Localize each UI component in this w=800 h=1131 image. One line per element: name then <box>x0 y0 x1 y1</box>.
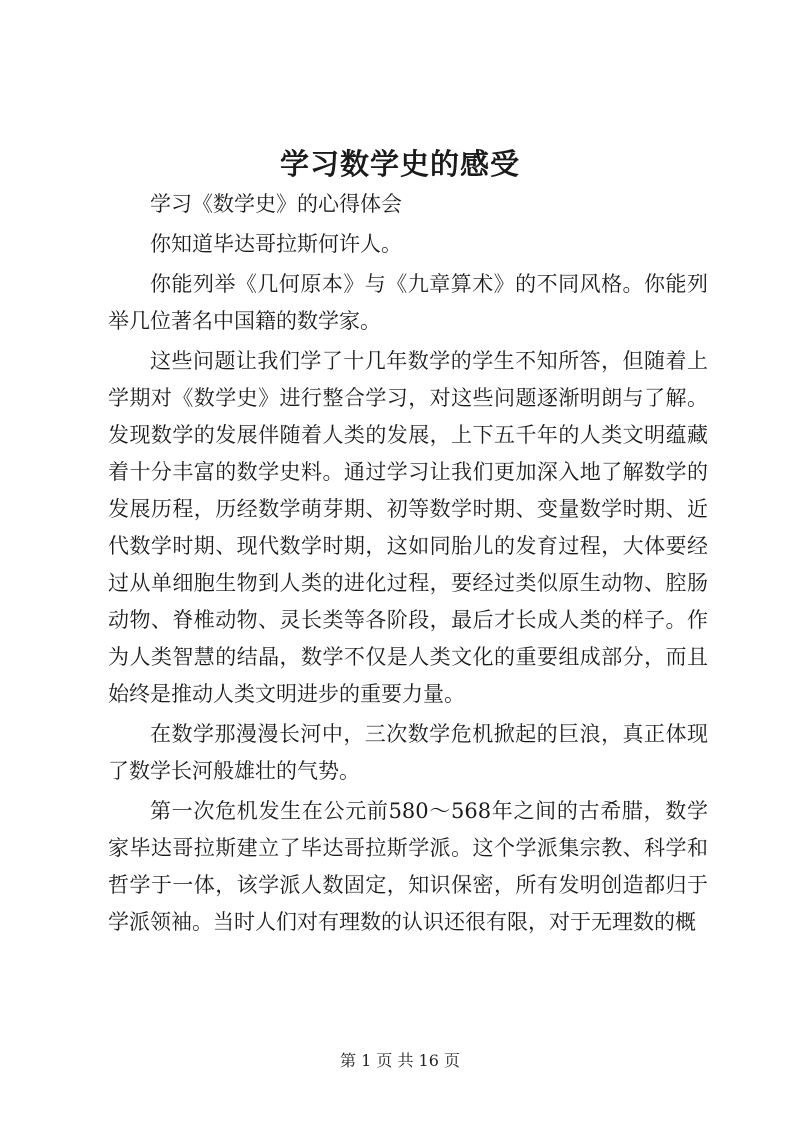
paragraph-history-overview: 这些问题让我们学了十几年数学的学生不知所答，但随着上学期对《数学史》进行整合学习，对这些问题逐渐明朗与了解。发现数学的发展伴随着人类的发展，上下五千年的人类文明蕴藏着十分丰富的数学史料。通过学习让我们更加深入地了解数学的发展历程，历经数学萌芽期、初等数学时期、变量数学时期、近代数学时期、现代数学时期，这如同胎儿的发育过程，大体要经过从单细胞生物到人类的进化过程，要经过类似原生动物、腔肠动物、脊椎动物、灵长类等各阶段，最后才长成人类的样子。作为人类智慧的结晶，数学不仅是人类文化的重要组成部分，而且始终是推动人类文明进步的重要力量。 <box>108 349 708 706</box>
paragraph-first-crisis: 第一次危机发生在公元前580～568年之间的古希腊，数学家毕达哥拉斯建立了毕达哥拉斯学派。这个学派集宗教、科学和哲学于一体，该学派人数固定，知识保密，所有发明创造都归于学派领袖。当时人们对有理数的认识还很有限，对于无理数的概 <box>108 799 708 934</box>
paragraph-subtitle: 学习《数学史》的心得体会 <box>150 192 402 216</box>
paragraph-three-crises: 在数学那漫漫长河中，三次数学危机掀起的巨浪，真正体现了数学长河般雄壮的气势。 <box>108 722 708 783</box>
paragraph-question-2: 你能列举《几何原本》与《九章算术》的不同风格。你能列举几位著名中国籍的数学家。 <box>108 272 708 333</box>
document-title: 学习数学史的感受 <box>279 147 520 181</box>
paragraph-question-1: 你知道毕达哥拉斯何许人。 <box>150 232 402 256</box>
page-footer: 第 1 页 共 16 页 <box>340 1051 460 1070</box>
document-body <box>108 186 708 944</box>
